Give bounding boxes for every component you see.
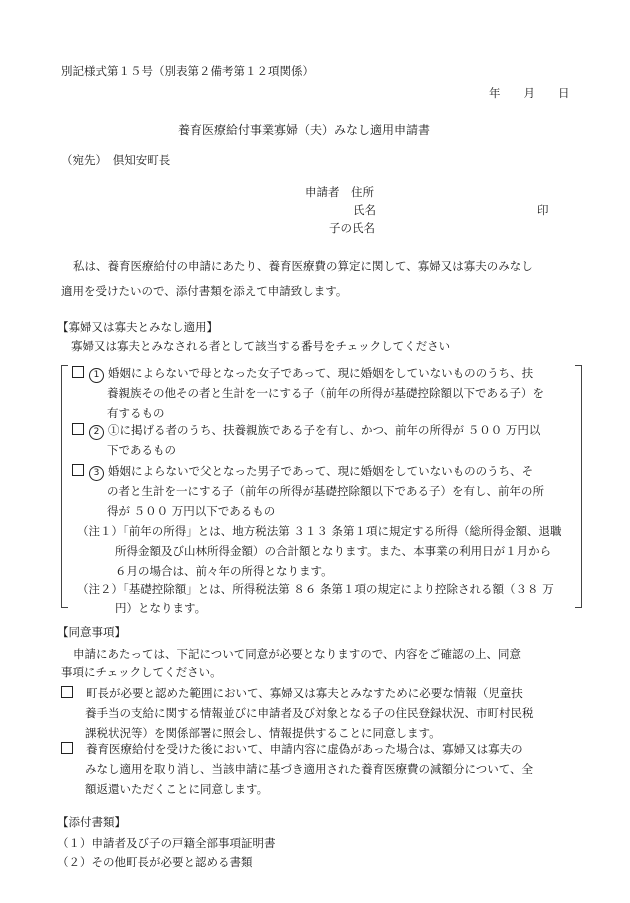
note-2-label: （注２） [77,582,123,596]
option-3-line-1: 婚姻によらないで父となった男子であって、現に婚姻をしていないもののうち、そ [108,464,534,478]
note-2-line-1: 「基礎控除額」とは、所得税法第 ８６ 条第１項の規定により控除される額（３８ 万 [123,582,554,596]
consent-item-1-line-3: 課税状況等）を関係部署に照会し、情報提供することに同意します。 [85,726,441,740]
option-2-checkbox[interactable] [72,423,84,435]
note-1-label: （注１） [77,524,123,538]
intro-line-1: 私は、養育医療給付の申請にあたり、養育医療費の算定に関して、寡婦又は寡夫のみなし [73,259,533,273]
option-3-number: 3 [89,466,104,481]
consent-item-2-checkbox[interactable] [61,742,73,754]
applicant-name-label: 氏名 [353,203,376,217]
consent-item-1-checkbox[interactable] [61,686,73,698]
consent-intro-line-2: 事項にチェックしてください。 [61,665,222,679]
consent-item-2-line-3: 額返還いただくことに同意します。 [85,782,269,796]
form-label: 別記様式第１５号（別表第２備考第１２項関係） [61,64,314,78]
option-1-line-2: 養親族その他その者と生計を一にする子（前年の所得が基礎控除額以下である子）を [107,386,544,400]
consent-heading: 【同意事項】 [57,625,126,639]
option-1-number: 1 [89,368,104,383]
child-name-label: 子の氏名 [329,221,375,235]
document-title: 養育医療給付事業寡婦（夫）みなし適用申請書 [178,123,431,137]
option-3-checkbox[interactable] [72,464,84,476]
note-1-line-3: ６月の場合は、前々年の所得となります。 [115,564,333,578]
consent-intro-line-1: 申請にあたっては、下記について同意が必要となりますので、内容をご確認の上、同意 [73,647,522,661]
consent-item-1 [61,683,534,743]
note-2 [77,580,554,618]
date-field[interactable]: 年 月 日 [489,86,570,100]
consent-item-2-line-1: 養育医療給付を受けた後において、申請内容に虚偽があった場合は、寡婦又は寡夫の [86,742,523,756]
option-2 [72,420,540,460]
consent-item-2-line-2: みなし適用を取り消し、当該申請に基づき適用された養育医療費の減額分について、全 [85,762,534,776]
child-name-field[interactable] [380,221,530,236]
consent-item-2 [61,739,533,799]
seal-mark: 印 [537,203,549,217]
intro-line-2: 適用を受けたいので、添付書類を添えて申請致します。 [61,284,348,298]
option-2-line-2: 下であるもの [107,443,176,457]
bracket-left [61,365,68,608]
applicant-address-field[interactable] [380,185,540,200]
note-1-line-1: 「前年の所得」とは、地方税法第 ３１３ 条第１項に規定する所得（総所得金額、退職 [123,524,562,538]
option-3-line-2: の者と生計を一にする子（前年の所得が基礎控除額以下である子）を有し、前年の所 [107,484,544,498]
option-1-checkbox[interactable] [72,366,84,378]
applicability-heading: 【寡婦又は寡夫とみなし適用】 [57,320,218,334]
option-2-line-1: ①に掲げる者のうち、扶養親族である子を有し、かつ、前年の所得が ５００ 万円以 [108,423,541,437]
attachments-heading: 【添付書類】 [57,815,126,829]
applicant-address-label: 申請者 住所 [305,185,374,199]
attachment-item-1: （１）申請者及び子の戸籍全部事項証明書 [57,836,276,850]
bracket-right [575,365,582,608]
note-1-line-2: 所得金額及び山林所得金額）の合計額となります。また、本事業の利用日が１月から [115,544,552,558]
note-2-line-2: 円）となります。 [115,601,207,615]
option-1-line-1: 婚姻によらないで母となった女子であって、現に婚姻をしていないもののうち、扶 [108,366,534,380]
attachment-item-2: （２）その他町長が必要と認める書類 [57,855,253,869]
option-2-number: 2 [89,425,104,440]
consent-item-1-line-1: 町長が必要と認めた範囲において、寡婦又は寡夫とみなすために必要な情報（児童扶 [86,686,523,700]
option-1 [72,363,544,423]
applicant-name-field[interactable] [380,203,530,218]
option-1-line-3: 有するもの [107,406,165,420]
applicability-instruction: 寡婦又は寡夫とみなされる者として該当する番号をチェックしてください [71,339,451,353]
addressee: （宛先） 倶知安町長 [61,153,171,167]
option-3 [72,461,544,521]
note-1 [77,521,562,581]
option-3-line-3: 得が ５００ 万円以下であるもの [107,504,276,518]
consent-item-1-line-2: 養手当の支給に関する情報並びに申請者及び対象となる子の住民登録状況、市町村民税 [85,706,534,720]
